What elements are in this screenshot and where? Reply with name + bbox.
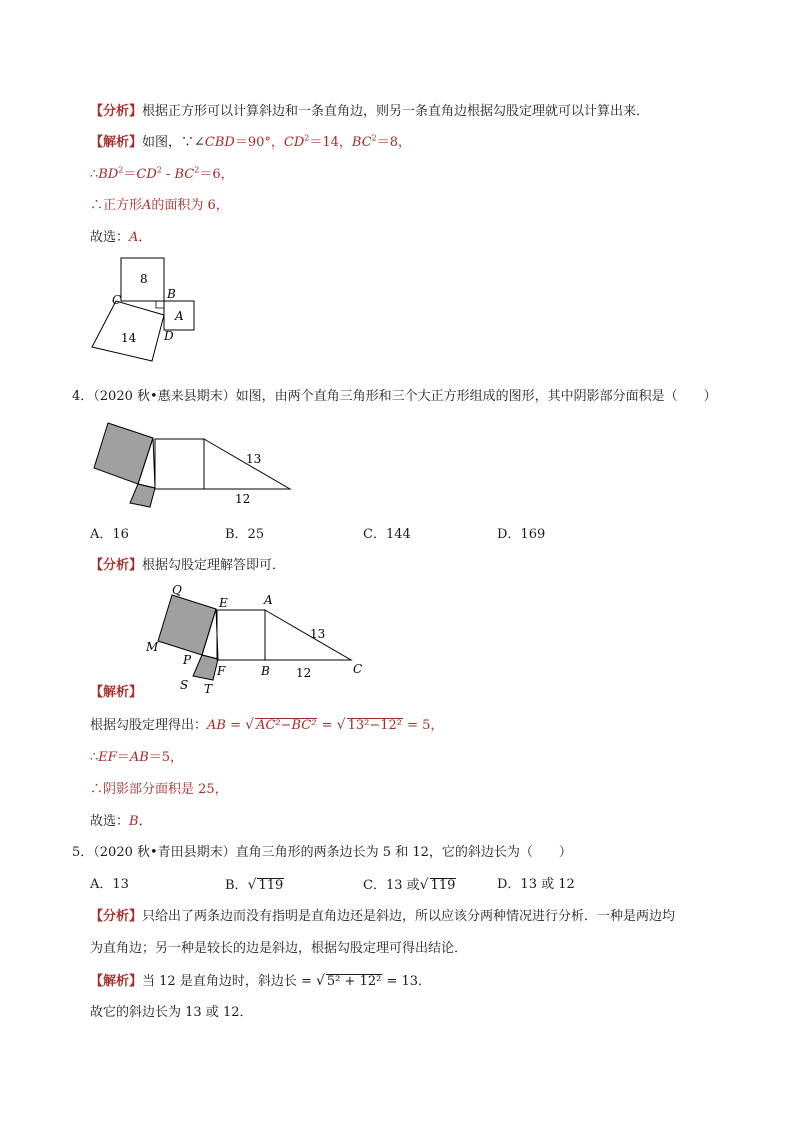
radicand-1: AC²−BC²: [256, 718, 317, 733]
radicand: 119: [430, 878, 456, 893]
q4-option-a[interactable]: A．16: [90, 527, 129, 542]
q4-option-c[interactable]: C．144: [363, 527, 411, 542]
q5-option-b[interactable]: B．√ 119: [225, 877, 284, 893]
answer-value: A: [129, 230, 139, 245]
right-angle-mark: [156, 301, 164, 308]
q4-solution-line-1: 根据勾股定理得出：AB = √ AC²−BC² = √ 13²−12² = 5，: [90, 717, 444, 733]
answer-value: B: [129, 814, 139, 829]
answer-prefix: 故选：: [90, 230, 130, 245]
therefore-symbol: ∴: [90, 167, 99, 182]
label-point-q: Q: [172, 583, 182, 597]
label-point-p: P: [183, 653, 192, 667]
q4-figure-labeled: [142, 585, 372, 695]
square-middle: [155, 439, 204, 489]
q5-option-d[interactable]: D．13 或 12: [497, 877, 575, 892]
label-point-d: D: [164, 329, 174, 343]
label-point-t: T: [204, 682, 213, 696]
var-ab: AB: [207, 718, 226, 733]
var-cd: CD: [283, 135, 305, 150]
solution-text: 根据勾股定理得出：: [90, 718, 208, 733]
label-point-c: C: [353, 662, 363, 676]
var-bc: BC: [351, 135, 372, 150]
q5-solution-line-2: 故它的斜边长为 13 或 12．: [90, 1005, 253, 1020]
analysis-text: 只给出了两条边而没有指明是直角边还是斜边，所以应该分两种情况进行分析．一种是两边均: [142, 909, 676, 924]
equals: ＝: [116, 750, 130, 765]
q5-option-a[interactable]: A．13: [90, 877, 129, 892]
radicand-2: 13²−12²: [347, 718, 402, 733]
label-point-e: E: [219, 596, 228, 610]
q5-analysis-line-1: [90, 908, 675, 926]
var-cd: CD: [136, 167, 157, 182]
solution-tag: 【解析】: [90, 135, 143, 150]
q4-option-b[interactable]: B．25: [225, 527, 265, 542]
var-ef: EF: [98, 750, 117, 765]
label-square-bottom: 14: [121, 331, 137, 345]
q4-analysis: [90, 557, 285, 575]
label-point-s: S: [180, 678, 189, 692]
solution-tag: 【解析】: [90, 974, 143, 989]
solution-text: = 5，: [402, 718, 444, 733]
var-bd: BD: [98, 167, 119, 182]
q4-answer: [90, 813, 152, 831]
shaded-square-small: [193, 655, 218, 680]
solution-text: 的面积为 6，: [151, 198, 229, 213]
equals: =: [225, 718, 246, 733]
q4-stem: 4．（2020 秋•惠来县期末）如图，由两个直角三角形和三个大正方形组成的图形，其中阴影部分面积是（ ）: [72, 389, 717, 404]
var-bc: BC: [174, 167, 195, 182]
solution-text: ＝14，: [309, 135, 352, 150]
solution-tag: 【解析】: [90, 685, 143, 700]
q4-figure: [92, 420, 302, 515]
label-point-b: B: [261, 664, 270, 678]
solution-text: ∴正方形: [90, 198, 143, 213]
equals: ＝: [123, 167, 137, 182]
q4-solution-line-2: [90, 749, 183, 767]
q3-analysis: [90, 103, 649, 121]
triangle-right: [265, 610, 351, 660]
q4-solution-line-3: ∴阴影部分面积是 25，: [90, 782, 228, 797]
square-middle: [217, 610, 265, 660]
q4-option-d[interactable]: D．169: [497, 527, 546, 542]
angle-cbd: CBD: [204, 135, 235, 150]
solution-text: ＝90°，: [234, 135, 284, 150]
q3-answer: [90, 229, 151, 247]
label-square-small: A: [175, 309, 184, 323]
answer-end: ．: [138, 230, 152, 245]
analysis-text: 根据正方形可以计算斜边和一条直角边，则另一条直角边根据勾股定理就可以计算出来．: [142, 104, 650, 119]
option-prefix: C．13 或: [363, 878, 420, 893]
label-base: 12: [296, 666, 312, 680]
q3-solution-line-2: $\therefore BD^2=CD^2 - BC^2=6$，: [90, 165, 234, 182]
label-point-c: C: [112, 293, 122, 307]
solution-text: ＝6，: [199, 167, 234, 182]
solution-text: 当 12 是直角边时，斜边长 =: [142, 974, 316, 989]
label-point-f: F: [217, 664, 226, 678]
analysis-text: 根据勾股定理解答即可．: [142, 558, 286, 573]
q5-analysis-line-2: 为直角边；另一种是较长的边是斜边，根据勾股定理可得出结论．: [90, 941, 468, 956]
shaded-square-large: [158, 595, 216, 655]
analysis-tag: 【分析】: [90, 558, 143, 573]
solution-text: ＝5，: [148, 750, 184, 765]
solution-text: 如图，∵∠: [142, 135, 205, 150]
q3-figure: [88, 256, 208, 376]
q5-stem: 5．（2020 秋•青田县期末）直角三角形的两条边长为 5 和 12，它的斜边长为（ ）: [72, 845, 572, 860]
label-point-m: M: [146, 640, 159, 654]
answer-prefix: 故选：: [90, 814, 130, 829]
equals: =: [317, 718, 337, 733]
answer-end: ．: [138, 814, 152, 829]
var-ab: AB: [129, 750, 149, 765]
label-point-b: B: [167, 287, 176, 301]
label-base: 12: [235, 492, 251, 506]
minus: -: [161, 167, 175, 182]
therefore-symbol: ∴: [90, 750, 99, 765]
option-prefix: B．: [225, 878, 248, 893]
analysis-tag: 【分析】: [90, 104, 143, 119]
q4-solution-tag: [90, 684, 142, 702]
label-hypotenuse: 13: [310, 627, 326, 641]
radicand: 5² + 12²: [326, 974, 382, 989]
q3-solution-line-3: [90, 197, 229, 215]
q3-solution-line-1: 【解析】如图，∵∠CBD＝90°，$CD^2=14$，$BC^2=8$，: [90, 133, 412, 150]
radicand: 119: [258, 878, 284, 893]
analysis-tag: 【分析】: [90, 909, 143, 924]
q5-option-c[interactable]: C．13 或√ 119: [363, 877, 456, 893]
label-point-a: A: [264, 593, 273, 607]
label-hypotenuse: 13: [246, 452, 262, 466]
var-a: A: [142, 198, 152, 213]
solution-text: ＝8，: [376, 135, 412, 150]
solution-text: = 13．: [382, 974, 432, 989]
shaded-square-large: [94, 423, 153, 484]
label-square-top: 8: [140, 272, 148, 286]
q5-solution-line-1: 【解析】当 12 是直角边时，斜边长 = √ 5² + 12² = 13．: [90, 973, 432, 989]
